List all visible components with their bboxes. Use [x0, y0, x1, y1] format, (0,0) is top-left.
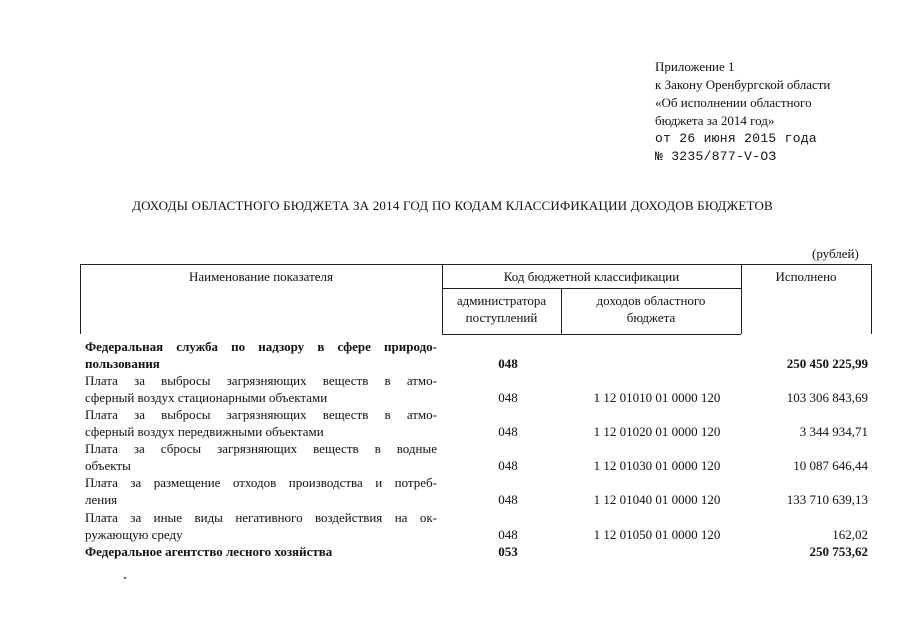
- row-name-line: Федеральное агентство лесного хозяйства: [85, 544, 333, 559]
- row-income-code: 1 12 01030 01 0000 120: [593, 458, 721, 473]
- row-amount: 250 450 225,99: [786, 356, 868, 371]
- row-admin-code: 048: [498, 390, 518, 405]
- table-row: [85, 474, 870, 508]
- row-name: [85, 372, 437, 406]
- header-admin-line: поступлений: [465, 310, 538, 325]
- scan-speck: [124, 577, 126, 579]
- table-row: [85, 509, 870, 543]
- header-income-line: бюджета: [626, 310, 676, 325]
- table-row: [85, 372, 870, 406]
- row-name-line: объекты: [85, 458, 131, 473]
- row-name-line: пользования: [85, 356, 160, 371]
- row-amount: 133 710 639,13: [786, 492, 868, 507]
- row-name-line: ружающую среду: [85, 527, 183, 542]
- document-title: ДОХОДЫ ОБЛАСТНОГО БЮДЖЕТА ЗА 2014 ГОД ПО КОДАМ КЛАССИФИКАЦИИ ДОХОДОВ БЮДЖЕТОВ: [132, 198, 773, 213]
- row-admin-code: 053: [498, 544, 518, 559]
- row-amount: 250 753,62: [809, 544, 868, 559]
- row-name-line: Плата за выбросы загрязняющих веществ в атмо-: [85, 407, 437, 422]
- row-name: [85, 338, 437, 372]
- header-admin-line: администратора: [456, 293, 547, 308]
- table-row: [85, 440, 870, 474]
- row-admin-code: 048: [498, 424, 518, 439]
- table-header: [80, 264, 871, 334]
- row-name-line: Плата за иные виды негативного воздействия на ок-: [85, 510, 437, 525]
- appendix-line: «Об исполнении областного: [655, 95, 812, 110]
- appendix-number: № 3235/877-V-ОЗ: [655, 149, 777, 164]
- header-name: Наименование показателя: [188, 269, 334, 284]
- row-name-line: Плата за выбросы загрязняющих веществ в атмо-: [85, 373, 437, 388]
- row-admin-code: 048: [498, 356, 518, 371]
- row-admin-code: 048: [498, 492, 518, 507]
- header-income-line: доходов областного: [596, 293, 706, 308]
- table-row: [85, 406, 870, 440]
- row-name: [85, 474, 437, 508]
- header-code-group: Код бюджетной классификации: [503, 269, 680, 284]
- header-border-right: [871, 264, 872, 334]
- row-name: [85, 406, 437, 440]
- row-amount: 103 306 843,69: [786, 390, 868, 405]
- row-name-line: Плата за сбросы загрязняющих веществ в водные: [85, 441, 437, 456]
- row-amount: 10 087 646,44: [793, 458, 868, 473]
- row-income-code: 1 12 01020 01 0000 120: [593, 424, 721, 439]
- row-name: [85, 509, 437, 543]
- appendix-date: от 26 июня 2015 года: [655, 131, 818, 146]
- header-border-top-right: [741, 264, 871, 265]
- header-border-top: [80, 264, 741, 265]
- row-amount: 3 344 934,71: [799, 424, 868, 439]
- row-name-line: сферный воздух стационарными объектами: [85, 390, 328, 405]
- row-income-code: 1 12 01040 01 0000 120: [593, 492, 721, 507]
- header-subdivider: [442, 288, 741, 289]
- header-executed: Исполнено: [775, 269, 837, 284]
- row-amount: 162,02: [832, 527, 868, 542]
- row-name-line: Федеральная служба по надзору в сфере природо-: [85, 339, 437, 354]
- row-income-code: 1 12 01050 01 0000 120: [593, 527, 721, 542]
- row-admin-code: 048: [498, 527, 518, 542]
- appendix-line: к Закону Оренбургской области: [655, 77, 831, 92]
- table-row: [85, 338, 870, 372]
- row-name: [85, 440, 437, 474]
- units-label: (рублей): [812, 246, 859, 261]
- header-admin: [442, 292, 561, 326]
- row-name-line: сферный воздух передвижными объектами: [85, 424, 324, 439]
- appendix-line: бюджета за 2014 год»: [655, 113, 775, 128]
- row-income-code: 1 12 01010 01 0000 120: [593, 390, 721, 405]
- row-name-line: ления: [85, 492, 118, 507]
- row-admin-code: 048: [498, 458, 518, 473]
- appendix-line: Приложение 1: [655, 59, 735, 74]
- header-income: [561, 292, 741, 326]
- row-name-line: Плата за размещение отходов производства и потреб-: [85, 475, 437, 490]
- appendix-block: [655, 58, 895, 166]
- table-row: [85, 543, 870, 561]
- row-name: [85, 543, 437, 560]
- header-border-bottom: [442, 334, 741, 335]
